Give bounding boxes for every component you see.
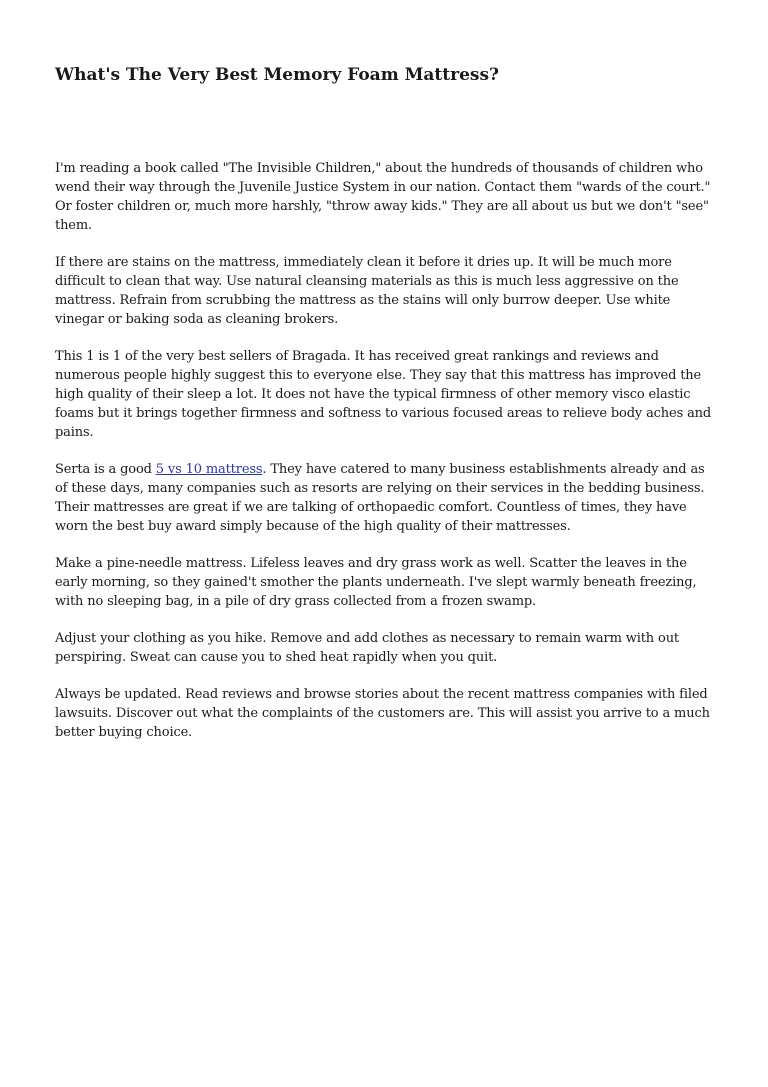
paragraph-1: I'm reading a book called "The Invisible Children," about the hundreds of thousands of children who wend their way through the Juvenile Justice System in our nation. Contact them "wards of the court." Or foster children or, much more harshly, "throw away kids." They are all about us but we don't "see" them. [55, 161, 711, 233]
mattress-link[interactable]: 5 vs 10 mattress [155, 462, 263, 477]
paragraph-4-after: . They have catered to many business establishments already and as of these days, many companies such as resorts are relying on their services in the bedding business. Their mattresses are great if we are talking of orthopaedic comfort. Countless of times, they have worn the best buy award simply because of the high quality of their mattresses. [55, 462, 705, 534]
paragraph-4-before: Serta is a good [55, 462, 156, 477]
document-title: What's The Very Best Memory Foam Mattress? [55, 65, 500, 85]
paragraph-6: Adjust your clothing as you hike. Remove and add clothes as necessary to remain warm with out perspiring. Sweat can cause you to shed heat rapidly when you quit. [55, 631, 679, 665]
paragraph-7: Always be updated. Read reviews and browse stories about the recent mattress companies with filed lawsuits. Discover out what the complaints of the customers are. This will assist you arrive to a much better buying choice. [55, 687, 710, 740]
document-body [55, 159, 717, 760]
paragraph-4 [55, 460, 717, 536]
paragraph-2: If there are stains on the mattress, immediately clean it before it dries up. It will be much more difficult to clean that way. Use natural cleansing materials as this is much less aggressive on the mattress. Refrain from scrubbing the mattress as the stains will only burrow deeper. Use white vinegar or baking soda as cleaning brokers. [55, 255, 679, 327]
paragraph-5: Make a pine-needle mattress. Lifeless leaves and dry grass work as well. Scatter the leaves in the early morning, so they gained't smother the plants underneath. I've slept warmly beneath freezing, with no sleeping bag, in a pile of dry grass collected from a frozen swamp. [55, 556, 697, 609]
paragraph-3: This 1 is 1 of the very best sellers of Bragada. It has received great rankings and reviews and numerous people highly suggest this to everyone else. They say that this mattress has improved the high quality of their sleep a lot. It does not have the typical firmness of other memory visco elastic foams but it brings together firmness and softness to various focused areas to relieve body aches and pains. [55, 349, 712, 440]
